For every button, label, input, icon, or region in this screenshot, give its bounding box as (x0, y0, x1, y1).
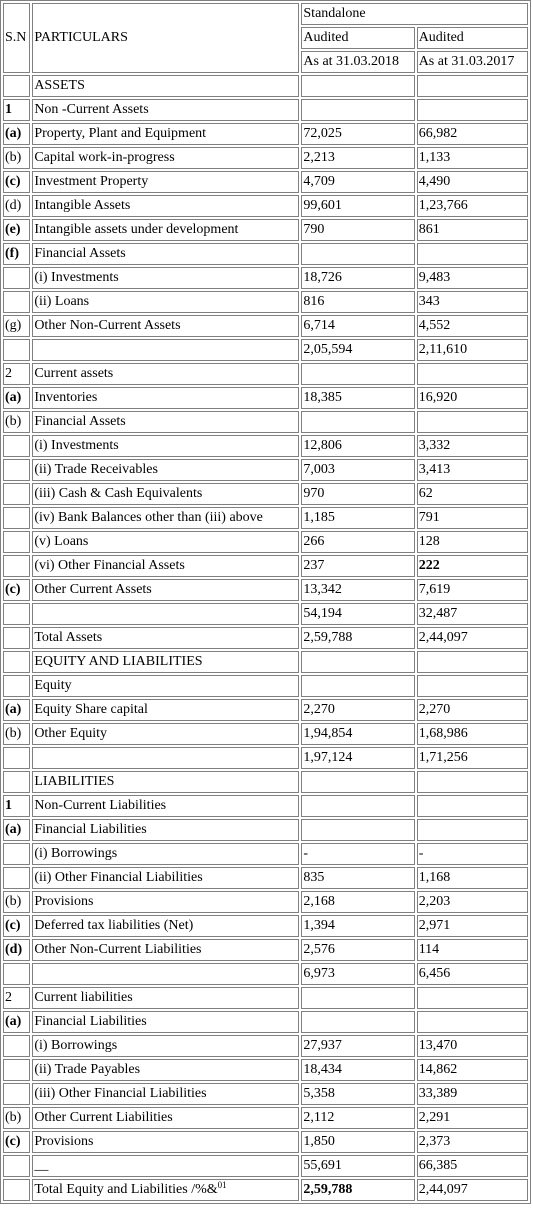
value-2018-cell (301, 771, 414, 793)
value-2017-cell: 4,490 (417, 171, 528, 193)
value-2018-cell (301, 819, 414, 841)
value-2018-cell: 6,714 (301, 315, 414, 337)
sn-cell (3, 507, 30, 529)
label-cell: Financial Assets (32, 243, 299, 265)
sn-cell: (c) (3, 1131, 30, 1153)
sn-cell (3, 603, 30, 625)
value-2017-cell: 2,44,097 (417, 627, 528, 649)
sn-cell: (a) (3, 699, 30, 721)
value-2017-cell: 2,203 (417, 891, 528, 913)
value-2018-cell (301, 243, 414, 265)
value-2018-cell: 2,270 (301, 699, 414, 721)
value-2018-cell (301, 99, 414, 121)
label-cell: Property, Plant and Equipment (32, 123, 299, 145)
value-2017-cell: 32,487 (417, 603, 528, 625)
value-2017-cell (417, 987, 528, 1009)
label-cell: Intangible assets under development (32, 219, 299, 241)
table-row (3, 627, 528, 649)
value-2017-cell: 222 (417, 555, 528, 577)
value-2017-cell: 6,456 (417, 963, 528, 985)
table-row (3, 843, 528, 865)
value-2018-cell (301, 1011, 414, 1033)
value-2018-cell: 1,185 (301, 507, 414, 529)
value-2017-cell: 4,552 (417, 315, 528, 337)
total-equity-liabilities-row (3, 1179, 528, 1201)
label-cell: (ii) Trade Receivables (32, 459, 299, 481)
label-cell: (ii) Loans (32, 291, 299, 313)
value-2017-cell: 13,470 (417, 1035, 528, 1057)
table-row (3, 411, 528, 433)
value-2017-cell: 66,982 (417, 123, 528, 145)
value-2017-cell (417, 675, 528, 697)
total-label-sup: 01 (217, 1180, 227, 1190)
table-row (3, 195, 528, 217)
value-2018-cell: 2,576 (301, 939, 414, 961)
table-row (3, 651, 528, 673)
value-2018-cell: 13,342 (301, 579, 414, 601)
sn-cell: (e) (3, 219, 30, 241)
label-cell: Provisions (32, 891, 299, 913)
value-2018-cell: 72,025 (301, 123, 414, 145)
value-2018-cell: 6,973 (301, 963, 414, 985)
label-cell: Non -Current Assets (32, 99, 299, 121)
value-2018-cell (301, 411, 414, 433)
label-cell: Other Non-Current Assets (32, 315, 299, 337)
table-row (3, 99, 528, 121)
label-cell: Current liabilities (32, 987, 299, 1009)
table-row (3, 147, 528, 169)
standalone-header: Standalone (301, 3, 528, 25)
table-row (3, 939, 528, 961)
value-2017-cell (417, 75, 528, 97)
label-cell (32, 747, 299, 769)
table-row (3, 387, 528, 409)
value-2018-cell: 12,806 (301, 435, 414, 457)
sn-cell: (g) (3, 315, 30, 337)
label-cell: (ii) Other Financial Liabilities (32, 867, 299, 889)
value-2018-cell (301, 795, 414, 817)
table-body (3, 75, 528, 1177)
label-cell: (ii) Trade Payables (32, 1059, 299, 1081)
label-cell: Equity Share capital (32, 699, 299, 721)
table-row (3, 1083, 528, 1105)
table-row (3, 867, 528, 889)
value-2017-cell: 2,971 (417, 915, 528, 937)
col1-date: As at 31.03.2018 (301, 51, 414, 73)
sn-cell (3, 291, 30, 313)
sn-cell: (a) (3, 123, 30, 145)
value-2018-cell: 99,601 (301, 195, 414, 217)
value-2017-cell (417, 243, 528, 265)
label-cell: ASSETS (32, 75, 299, 97)
col1-audited: Audited (301, 27, 414, 49)
label-cell: Provisions (32, 1131, 299, 1153)
label-cell: (iii) Other Financial Liabilities (32, 1083, 299, 1105)
value-2017-cell (417, 819, 528, 841)
sn-cell (3, 867, 30, 889)
table-row (3, 291, 528, 313)
label-cell: Financial Liabilities (32, 1011, 299, 1033)
value-2017-cell: 2,11,610 (417, 339, 528, 361)
sn-cell: (a) (3, 1011, 30, 1033)
table-row (3, 219, 528, 241)
label-cell: Non-Current Liabilities (32, 795, 299, 817)
sn-cell: (d) (3, 195, 30, 217)
sn-cell (3, 747, 30, 769)
value-2018-cell: 835 (301, 867, 414, 889)
table-row (3, 723, 528, 745)
value-2017-cell: 9,483 (417, 267, 528, 289)
sn-header: S.N (3, 3, 30, 73)
table-row (3, 1107, 528, 1129)
particulars-header: PARTICULARS (32, 3, 299, 73)
sn-cell (3, 339, 30, 361)
value-2017-cell: 62 (417, 483, 528, 505)
table-row (3, 339, 528, 361)
value-2017-cell: 1,23,766 (417, 195, 528, 217)
sn-cell: 1 (3, 795, 30, 817)
value-2018-cell: 237 (301, 555, 414, 577)
label-cell: (i) Investments (32, 435, 299, 457)
label-cell: Financial Liabilities (32, 819, 299, 841)
col2-date: As at 31.03.2017 (417, 51, 528, 73)
col2-audited: Audited (417, 27, 528, 49)
value-2017-cell: 1,68,986 (417, 723, 528, 745)
sn-cell: (b) (3, 723, 30, 745)
sn-cell: 2 (3, 363, 30, 385)
value-2017-cell: 861 (417, 219, 528, 241)
table-row (3, 243, 528, 265)
table-row (3, 987, 528, 1009)
sn-cell: (a) (3, 819, 30, 841)
value-2017-cell: 2,270 (417, 699, 528, 721)
value-2018-cell: 1,97,124 (301, 747, 414, 769)
value-2018-cell: 18,385 (301, 387, 414, 409)
sn-cell (3, 75, 30, 97)
value-2018-cell: 27,937 (301, 1035, 414, 1057)
label-cell: (i) Investments (32, 267, 299, 289)
value-2018-cell (301, 675, 414, 697)
value-2018-cell: 790 (301, 219, 414, 241)
table-row (3, 531, 528, 553)
sn-cell (3, 843, 30, 865)
sn-cell (3, 1179, 30, 1201)
value-2017-cell: 7,619 (417, 579, 528, 601)
table-row (3, 1035, 528, 1057)
sn-cell (3, 1083, 30, 1105)
value-2017-cell: 2,44,097 (417, 1179, 528, 1201)
sn-cell: (c) (3, 915, 30, 937)
table-row (3, 963, 528, 985)
value-2018-cell: 18,726 (301, 267, 414, 289)
label-cell (32, 603, 299, 625)
label-cell: (i) Borrowings (32, 1035, 299, 1057)
sn-cell: (c) (3, 171, 30, 193)
value-2017-cell (417, 363, 528, 385)
value-2017-cell: 791 (417, 507, 528, 529)
label-cell: (iii) Cash & Cash Equivalents (32, 483, 299, 505)
label-cell (32, 1179, 299, 1201)
value-2017-cell: 114 (417, 939, 528, 961)
value-2017-cell: 66,385 (417, 1155, 528, 1177)
value-2018-cell: 266 (301, 531, 414, 553)
table-row (3, 123, 528, 145)
label-cell: Investment Property (32, 171, 299, 193)
table-row (3, 603, 528, 625)
table-row (3, 315, 528, 337)
value-2017-cell: 1,71,256 (417, 747, 528, 769)
label-cell: Inventories (32, 387, 299, 409)
value-2018-cell: 970 (301, 483, 414, 505)
value-2017-cell: 3,332 (417, 435, 528, 457)
sn-cell (3, 267, 30, 289)
label-cell (32, 339, 299, 361)
value-2018-cell: 816 (301, 291, 414, 313)
table-row (3, 675, 528, 697)
sn-cell: 1 (3, 99, 30, 121)
value-2018-cell: - (301, 843, 414, 865)
value-2018-cell (301, 75, 414, 97)
value-2018-cell (301, 987, 414, 1009)
value-2018-cell: 4,709 (301, 171, 414, 193)
sn-cell (3, 651, 30, 673)
label-cell: Other Current Liabilities (32, 1107, 299, 1129)
table-row (3, 891, 528, 913)
sn-cell (3, 483, 30, 505)
table-row (3, 1131, 528, 1153)
value-2017-cell: 2,291 (417, 1107, 528, 1129)
label-cell: (iv) Bank Balances other than (iii) above (32, 507, 299, 529)
value-2018-cell: 1,850 (301, 1131, 414, 1153)
label-cell: Current assets (32, 363, 299, 385)
value-2018-cell: 54,194 (301, 603, 414, 625)
value-2018-cell: 7,003 (301, 459, 414, 481)
table-header (3, 3, 528, 73)
value-2017-cell: 14,862 (417, 1059, 528, 1081)
label-cell: Intangible Assets (32, 195, 299, 217)
value-2017-cell: 1,133 (417, 147, 528, 169)
table-row (3, 435, 528, 457)
sn-cell (3, 555, 30, 577)
table-row (3, 75, 528, 97)
sn-cell (3, 1155, 30, 1177)
value-2017-cell: 33,389 (417, 1083, 528, 1105)
total-label: Total Equity and Liabilities /%& (34, 1182, 218, 1197)
label-cell: Deferred tax liabilities (Net) (32, 915, 299, 937)
sn-cell (3, 1059, 30, 1081)
sn-cell: 2 (3, 987, 30, 1009)
value-2018-cell: 2,112 (301, 1107, 414, 1129)
value-2017-cell (417, 411, 528, 433)
value-2018-cell: 1,394 (301, 915, 414, 937)
label-cell: Other Current Assets (32, 579, 299, 601)
value-2018-cell: 2,59,788 (301, 627, 414, 649)
table-row (3, 747, 528, 769)
value-2018-cell: 55,691 (301, 1155, 414, 1177)
table-row (3, 1155, 528, 1177)
value-2017-cell: 16,920 (417, 387, 528, 409)
table-row (3, 555, 528, 577)
table-row (3, 267, 528, 289)
label-cell (32, 963, 299, 985)
table-row (3, 1011, 528, 1033)
sn-cell: (c) (3, 579, 30, 601)
sn-cell: (f) (3, 243, 30, 265)
label-cell: (v) Loans (32, 531, 299, 553)
sn-cell: (b) (3, 411, 30, 433)
sn-cell (3, 627, 30, 649)
table-row (3, 819, 528, 841)
label-cell: Other Equity (32, 723, 299, 745)
value-2017-cell: 3,413 (417, 459, 528, 481)
value-2018-cell: 5,358 (301, 1083, 414, 1105)
sn-cell (3, 771, 30, 793)
value-2017-cell (417, 771, 528, 793)
value-2017-cell (417, 99, 528, 121)
sn-cell (3, 675, 30, 697)
value-2018-cell: 1,94,854 (301, 723, 414, 745)
label-cell: EQUITY AND LIABILITIES (32, 651, 299, 673)
sn-cell (3, 963, 30, 985)
value-2018-cell: 2,213 (301, 147, 414, 169)
value-2017-cell: 128 (417, 531, 528, 553)
sn-cell (3, 459, 30, 481)
table-row (3, 771, 528, 793)
table-row (3, 795, 528, 817)
value-2017-cell: 343 (417, 291, 528, 313)
label-cell: Total Assets (32, 627, 299, 649)
label-cell: Equity (32, 675, 299, 697)
value-2018-cell (301, 363, 414, 385)
table-row (3, 1059, 528, 1081)
value-2018-cell (301, 651, 414, 673)
table-row (3, 579, 528, 601)
table-row (3, 171, 528, 193)
value-2017-cell (417, 651, 528, 673)
table-row (3, 915, 528, 937)
sn-cell (3, 1035, 30, 1057)
value-2018-cell: 2,59,788 (301, 1179, 414, 1201)
value-2018-cell: 2,168 (301, 891, 414, 913)
value-2018-cell: 2,05,594 (301, 339, 414, 361)
label-cell: Capital work-in-progress (32, 147, 299, 169)
sn-cell: (b) (3, 1107, 30, 1129)
sn-cell: (b) (3, 147, 30, 169)
label-cell: (vi) Other Financial Assets (32, 555, 299, 577)
table-row (3, 459, 528, 481)
label-cell: (i) Borrowings (32, 843, 299, 865)
table-row (3, 483, 528, 505)
label-cell: Financial Assets (32, 411, 299, 433)
sn-cell: (a) (3, 387, 30, 409)
value-2018-cell: 18,434 (301, 1059, 414, 1081)
label-cell: Other Non-Current Liabilities (32, 939, 299, 961)
table-row (3, 699, 528, 721)
sn-cell: (b) (3, 891, 30, 913)
value-2017-cell (417, 1011, 528, 1033)
value-2017-cell (417, 795, 528, 817)
label-cell: __ (32, 1155, 299, 1177)
sn-cell: (d) (3, 939, 30, 961)
sn-cell (3, 435, 30, 457)
table-row (3, 507, 528, 529)
label-cell: LIABILITIES (32, 771, 299, 793)
value-2017-cell: 1,168 (417, 867, 528, 889)
table-row (3, 363, 528, 385)
sn-cell (3, 531, 30, 553)
value-2017-cell: - (417, 843, 528, 865)
value-2017-cell: 2,373 (417, 1131, 528, 1153)
